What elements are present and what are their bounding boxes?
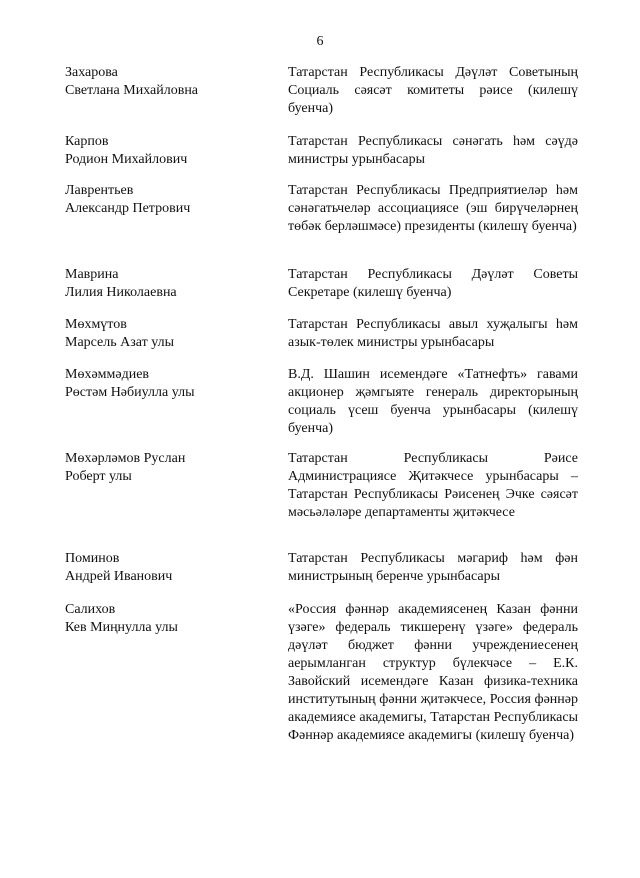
member-position: В.Д. Шашин исемендәге «Татнефть» гавами акционер җәмгыяте генераль директорының социаль үсеш буенча урынбасары (килешү буенча)	[288, 367, 578, 436]
member-position: Татарстан Республикасы Предприятиеләр һәм сәнәгатьчеләр ассоциациясе (эш бирүчеләрнең төбәк берләшмәсе) президенты (килешү буенча)	[288, 183, 578, 234]
member-name: Салихов Кев Миңнулла улы	[65, 602, 178, 635]
member-name: Мөхмүтов Марсель Азат улы	[65, 317, 175, 350]
member-name: Захарова Светлана Михайловна	[65, 65, 199, 98]
member-position: Татарстан Республикасы Рәисе Администрациясе Җитәкчесе урынбасары – Татарстан Республикасы Рәисенең Эчке сәясәт мәсьәләләре департаменты җитәкчесе	[288, 451, 578, 520]
member-name: Маврина Лилия Николаевна	[65, 267, 177, 300]
member-position: Татарстан Республикасы мәгариф һәм фән министрының беренче урынбасары	[288, 551, 578, 584]
member-name: Карпов Родион Михайлович	[65, 134, 188, 167]
member-position: Татарстан Республикасы авыл хуҗалыгы һәм азык-төлек министры урынбасары	[288, 317, 578, 350]
member-name: Мөхәммәдиев Рөстәм Нәбиулла улы	[65, 367, 195, 400]
member-position: Татарстан Республикасы Дәүләт Советы Секретаре (килешү буенча)	[288, 267, 578, 300]
member-position: Татарстан Республикасы Дәүләт Советының Социаль сәясәт комитеты рәисе (килешү буенча)	[288, 65, 578, 116]
member-name: Лаврентьев Александр Петрович	[65, 183, 191, 216]
member-name: Мөхәрләмов Руслан Роберт улы	[65, 451, 186, 484]
member-position: «Россия фәннәр академиясенең Казан фәнни үзәге» федераль тикшеренү үзәге» федераль дәүләт бюджет фәнни учреждениесенең аерымланган структур бүлекчәсе – Е.К. Завойский исемендәге Казан физика-техника институтының фәнни җитәкчесе, Россия фәннәр академиясе академигы, Татарстан Республикасы Фәннәр академиясе академигы (килешү буенча)	[288, 602, 578, 743]
member-position: Татарстан Республикасы сәнәгать һәм сәүдә министры урынбасары	[288, 134, 578, 167]
page-number: 6	[316, 34, 324, 49]
member-name: Поминов Андрей Иванович	[65, 551, 173, 584]
